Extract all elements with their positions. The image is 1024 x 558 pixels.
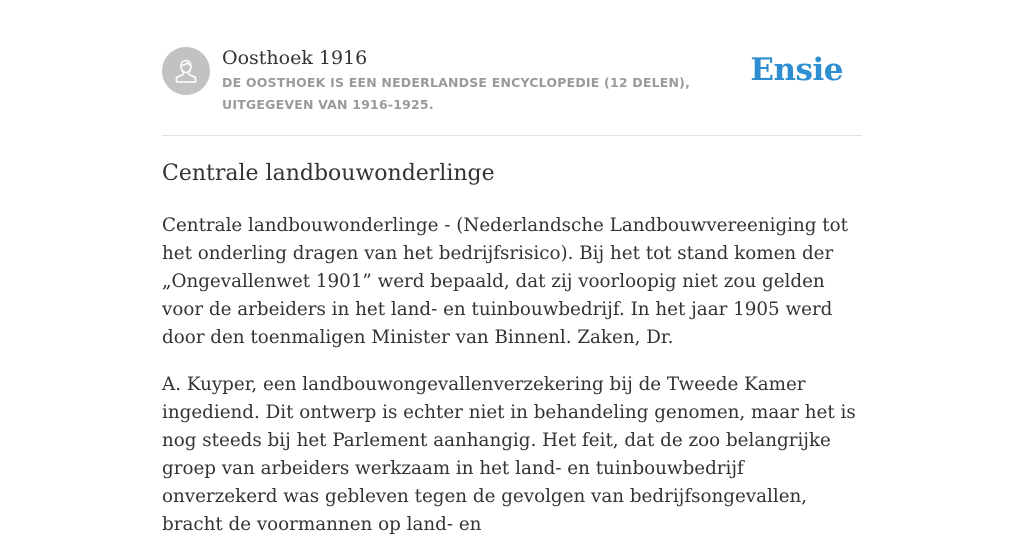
article-paragraph: A. Kuyper, een landbouwongevallenverzekering bij de Tweede Kamer ingediend. Dit ontwerp is echter niet in behandeling genomen, maar het is nog steeds bij het Parlement aanhangig. Het feit, dat de zoo belangrijke groep van arbeiders werkzaam in het land- en tuinbouwbedrijf onverzekerd was gebleven tegen de gevolgen van bedrijfsongevallen, bracht de voormannen op land- en [162, 374, 856, 535]
author-avatar[interactable] [162, 47, 210, 95]
author-header [162, 0, 862, 136]
article-title: Centrale landbouwonderlinge [162, 161, 495, 186]
ensie-logo[interactable]: Ensie [750, 52, 843, 88]
article-body [162, 212, 862, 558]
page-container [162, 0, 862, 535]
article-paragraph: Centrale landbouwonderlinge - (Nederlandsche Landbouwvereeniging tot het onderling dragen van het bedrijfsrisico). Bij het tot stand komen der „Ongevallenwet 1901” werd bepaald, dat zij voorloopig niet zou gelden voor de arbeiders in het land- en tuinbouwbedrijf. In het jaar 1905 werd door den toenmaligen Minister van Binnenl. Zaken, Dr. [162, 215, 849, 348]
user-silhouette-icon [171, 56, 201, 86]
author-name[interactable]: Oosthoek 1916 [222, 47, 368, 69]
author-description: DE OOSTHOEK IS EEN NEDERLANDSE ENCYCLOPEDIE (12 DELEN), UITGEGEVEN VAN 1916-1925. [222, 75, 691, 112]
